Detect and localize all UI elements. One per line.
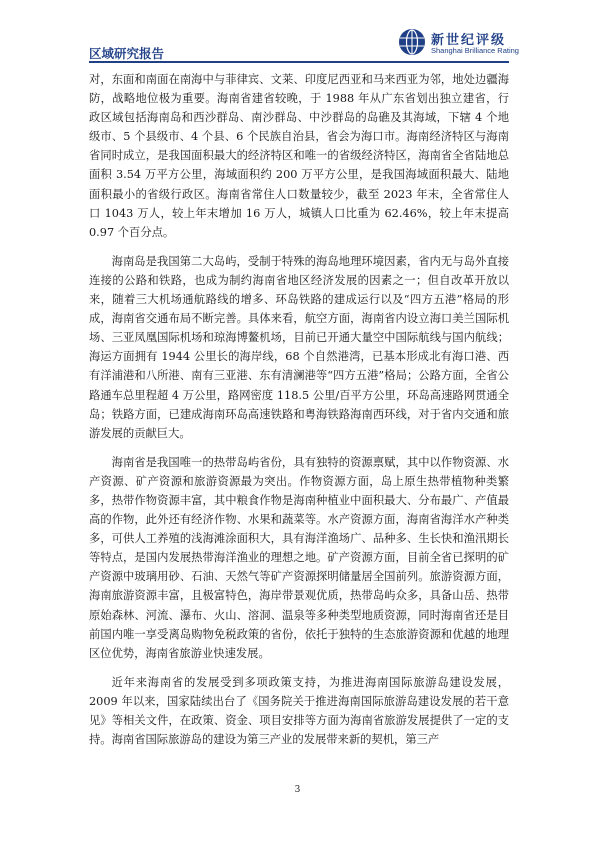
brand-name-cn: 新世纪评级 bbox=[431, 33, 507, 48]
body-paragraph: 对，东面和南面在南海中与菲律宾、文莱、印度尼西亚和马来西亚为邻，地处边疆海防，战略地位极为重要。海南省建省较晚，于 1988 年从广东省划出独立建省，行政区域包括海南岛和西沙群岛、南沙群岛、中沙群岛的岛礁及其海域，下辖 4 个地级市、5 个县级市、4 个县、6 个民族自治县，省会为海口市。海南经济特区与海南省同时成立，是我国面积最大的经济特区和唯一的省级经济特区，海南省全省陆地总面积 3.54 万平方公里，海域面积约 200 万平方公里，是我国海域面积最大、陆地面积最小的省级行政区。海南省常住人口数量较少，截至 2023 年末，全省常住人口 1043 万人，较上年末增加 16 万人，城镇人口比重为 62.46%，较上年末提高 0.97 个百分点。 bbox=[89, 73, 509, 239]
body-paragraph: 海南岛是我国第二大岛屿，受制于特殊的海岛地理环境因素，省内无与岛外直接连接的公路和铁路，也成为制约海南省地区经济发展的因素之一；但自改革开放以来，随着三大机场通航路线的增多、环岛铁路的建成运行以及“四方五港”格局的形成，海南省交通布局不断完善。具体来看，航空方面，海南省内设立海口美兰国际机场、三亚凤凰国际机场和琼海博鳌机场，目前已开通大量空中国际航线与国内航线；海运方面拥有 1944 公里长的海岸线，68 个自然港湾，已基本形成北有海口港、西有洋浦港和八所港、南有三亚港、东有清澜港等“四方五港”格局；公路方面，全省公路通车总里程超 4 万公里，路网密度 118.5 公里/百平方公里，环岛高速路网贯通全岛；铁路方面，已建成海南环岛高速铁路和粤海铁路海南西环线，对于省内交通和旅游发展的贡献巨大。 bbox=[89, 254, 509, 440]
body-paragraph: 海南省是我国唯一的热带岛屿省份，具有独特的资源禀赋，其中以作物资源、水产资源、矿产资源和旅游资源最为突出。作物资源方面，岛上原生热带植物种类繁多，热带作物资源丰富，其中粮食作物是海南种植业中面积最大、分布最广、产值最高的作物，此外还有经济作物、水果和蔬菜等。水产资源方面，海南省海洋水产种类多，可供人工养殖的浅海滩涂面积大，具有海洋渔场广、品种多、生长快和渔汛期长等特点，是国内发展热带海洋渔业的理想之地。矿产资源方面，目前全省已探明的矿产资源中玻璃用砂、石油、天然气等矿产资源探明储量居全国前列。旅游资源方面，海南旅游资源丰富，且极富特色，海岸带景观优质，热带岛屿众多，具备山岳、热带原始森林、河流、瀑布、火山、溶洞、温泉等多种类型地质资源，同时海南省还是目前国内唯一享受离岛购物免税政策的省份，依托于独特的生态旅游资源和优越的地理区位优势，海南省旅游业快速发展。 bbox=[89, 455, 509, 660]
body-paragraph: 近年来海南省的发展受到多项政策支持，为推进海南国际旅游岛建设发展，2009 年以来，国家陆续出台了《国务院关于推进海南国际旅游岛建设发展的若干意见》等相关文件，在政策、资金、项目安排等方面为海南省旅游发展提供了一定的支持。海南省国际旅游岛的建设为第三产业的发展带来新的契机，第三产 bbox=[89, 675, 509, 747]
brand-logo bbox=[398, 28, 530, 58]
report-title: 区域研究报告 bbox=[89, 46, 165, 61]
document-body bbox=[89, 70, 509, 761]
globe-logo-icon bbox=[398, 28, 426, 56]
page-number: 3 bbox=[294, 785, 301, 795]
page-header bbox=[0, 0, 595, 62]
brand-name-en: Shanghai Brilliance Rating bbox=[431, 46, 519, 55]
header-divider bbox=[89, 61, 509, 63]
